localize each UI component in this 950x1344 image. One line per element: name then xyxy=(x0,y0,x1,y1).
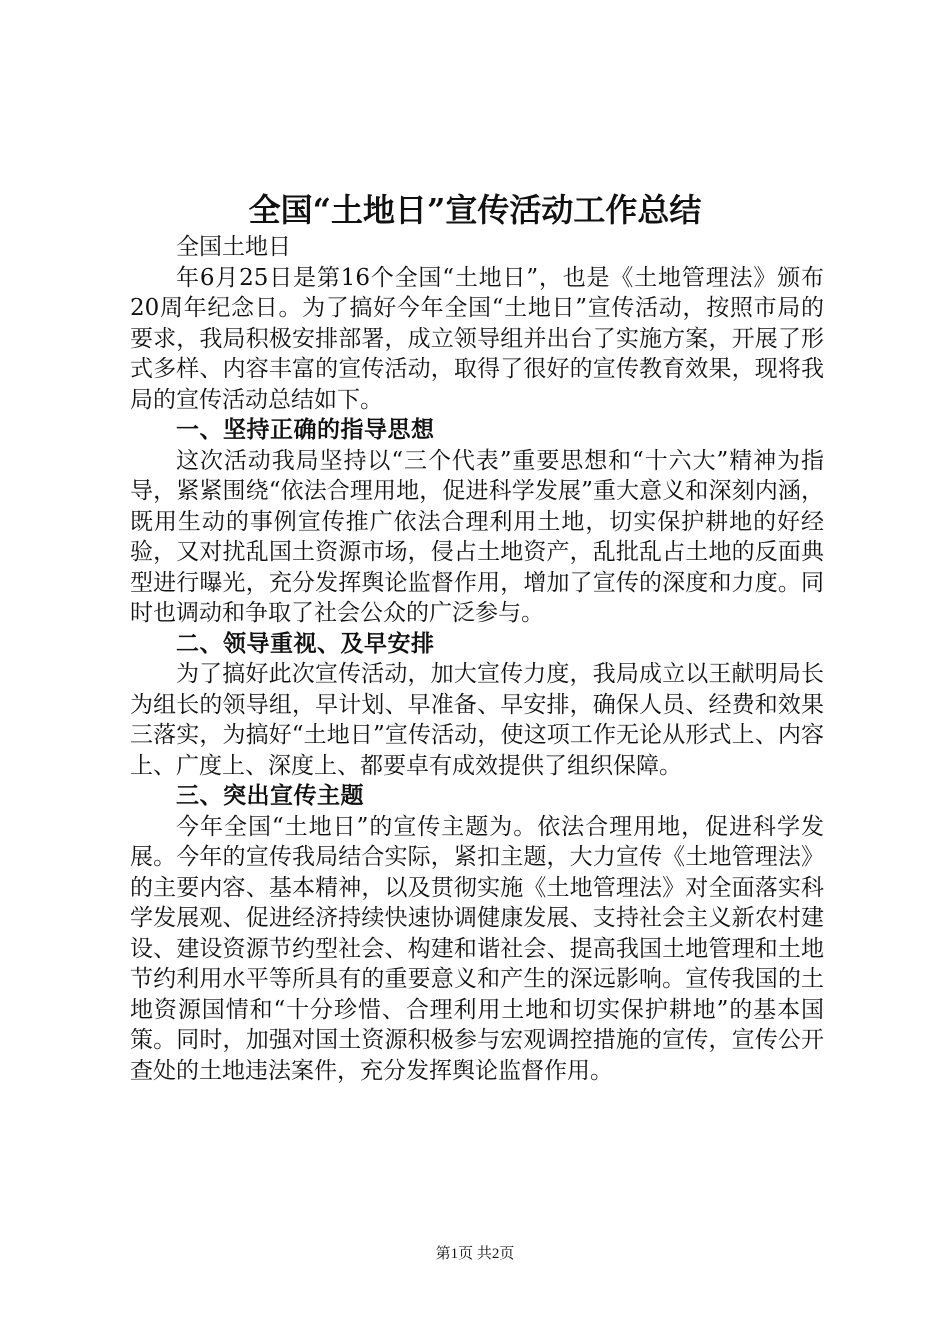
paragraph-section-3: 今年全国“土地日”的宣传主题为。依法合理用地，促进科学发展。今年的宣传我局结合实际，紧扣主题，大力宣传《土地管理法》的主要内容、基本精神，以及贯彻实施《土地管理法》对全面落实科学发展观、促进经济持续快速协调健康发展、支持社会主义新农村建设、建设资源节约型社会、构建和谐社会、提高我国土地管理和土地节约利用水平等所具有的重要意义和产生的深远影响。宣传我国的土地资源国情和“十分珍惜、合理利用土地和切实保护耕地”的基本国策。同时，加强对国土资源积极参与宏观调控措施的宣传，宣传公开查处的土地违法案件，充分发挥舆论监督作用。 xyxy=(130,813,824,1084)
page-footer: 第1页 共2页 xyxy=(435,1246,515,1262)
document-title: 全国“土地日”宣传活动工作总结 xyxy=(248,191,702,229)
section-heading-2: 二、领导重视、及早安排 xyxy=(176,630,435,657)
paragraph-section-2: 为了搞好此次宣传活动，加大宣传力度，我局成立以王献明局长为组长的领导组，早计划、早准备、早安排，确保人员、经费和效果三落实，为搞好“土地日”宣传活动，使这项工作无论从形式上、内容上、广度上、深度上、都要卓有成效提供了组织保障。 xyxy=(130,661,824,779)
paragraph-section-1: 这次活动我局坚持以“三个代表”重要思想和“十六大”精神为指导，紧紧围绕“依法合理用地，促进科学发展”重大意义和深刻内涵，既用生动的事例宣传推广依法合理利用土地，切实保护耕地的好经验，又对扰乱国土资源市场，侵占土地资产，乱批乱占土地的反面典型进行曝光，充分发挥舆论监督作用，增加了宣传的深度和力度。同时也调动和争取了社会公众的广泛参与。 xyxy=(130,447,824,626)
paragraph-intro-label: 全国土地日 xyxy=(176,234,291,260)
section-heading-3: 三、突出宣传主题 xyxy=(176,783,364,809)
paragraph-intro: 年6月25日是第16个全国“土地日”，也是《土地管理法》颁布20周年纪念日。为了搞好今年全国“土地日”宣传活动，按照市局的要求，我局积极安排部署，成立领导组并出台了实施方案，开展了形式多样、内容丰富的宣传活动，取得了很好的宣传教育效果，现将我局的宣传活动总结如下。 xyxy=(130,264,824,413)
document-body xyxy=(130,232,824,1086)
section-heading-1: 一、坚持正确的指导思想 xyxy=(176,417,435,443)
